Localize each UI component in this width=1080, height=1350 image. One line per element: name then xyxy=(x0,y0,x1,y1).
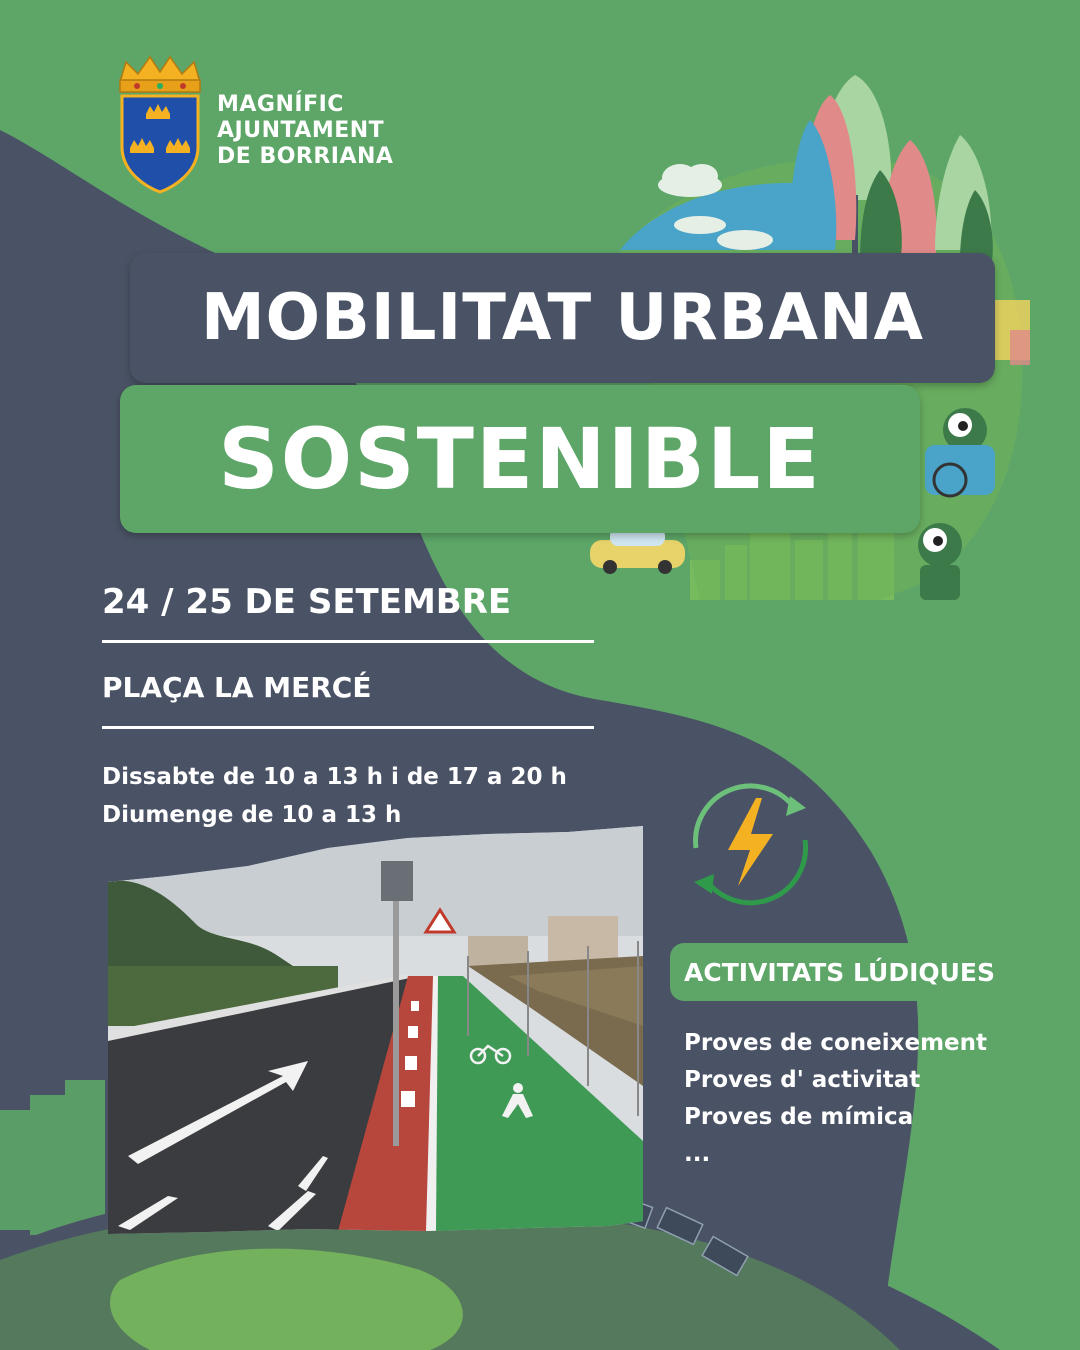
hours-line: Dissabte de 10 a 13 h i de 17 a 20 h xyxy=(102,764,567,790)
activities-heading-box xyxy=(670,943,1080,1001)
title-box xyxy=(130,253,995,383)
list-item: Proves de coneixement xyxy=(684,1030,988,1056)
organization-name xyxy=(217,92,393,170)
activities-list xyxy=(684,1025,987,1173)
list-item: Proves de mímica xyxy=(684,1104,914,1130)
divider xyxy=(102,640,594,643)
renewable-energy-icon xyxy=(678,778,823,913)
page-title: MOBILITAT URBANA xyxy=(200,281,925,355)
page-subtitle: SOSTENIBLE xyxy=(218,410,822,508)
list-item: ... xyxy=(684,1141,711,1167)
event-place: PLAÇA LA MERCÉ xyxy=(102,671,372,704)
list-item: Proves d' activitat xyxy=(684,1067,921,1093)
organization-line-1: MAGNÍFIC xyxy=(217,92,344,117)
event-hours xyxy=(102,758,567,834)
hours-line: Diumenge de 10 a 13 h xyxy=(102,802,402,828)
subtitle-box xyxy=(120,385,920,533)
bike-lane-photo xyxy=(108,826,643,1236)
municipal-crest-icon xyxy=(112,52,207,197)
divider xyxy=(102,726,594,729)
organization-line-3: DE BORRIANA xyxy=(217,144,394,169)
organization-line-2: AJUNTAMENT xyxy=(217,118,385,143)
activities-heading: ACTIVITATS LÚDIQUES xyxy=(684,957,996,987)
event-date: 24 / 25 DE SETEMBRE xyxy=(102,582,512,622)
